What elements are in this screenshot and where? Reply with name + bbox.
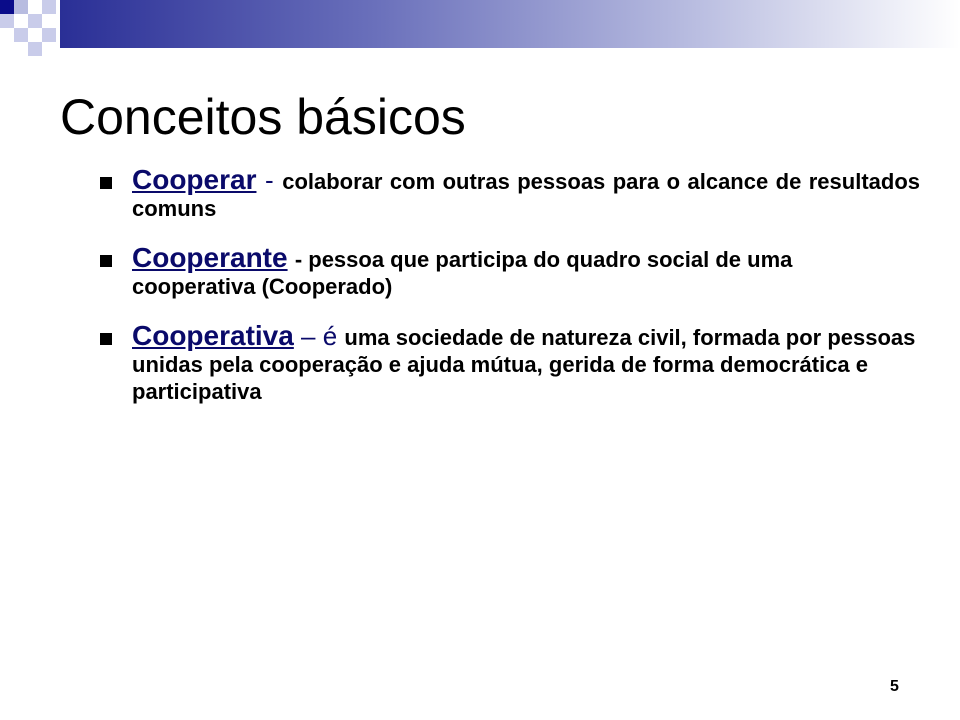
decorative-square xyxy=(0,0,14,14)
bullet-text: uma sociedade de natureza civil, formada por pessoas unidas pela cooperação e ajuda mútua, gerida de forma democrática e participativa xyxy=(132,325,916,404)
decorative-square xyxy=(28,14,42,28)
page-number: 5 xyxy=(890,678,899,695)
decorative-square xyxy=(42,28,56,42)
bullet-term: Cooperante xyxy=(132,242,288,273)
decorative-square xyxy=(14,0,28,14)
square-bullet-icon xyxy=(100,255,112,267)
square-bullet-icon xyxy=(100,177,112,189)
decorative-square xyxy=(28,42,42,56)
decorative-square xyxy=(42,0,56,14)
decorative-square xyxy=(14,28,28,42)
bullet-separator: - xyxy=(256,165,283,195)
bullet-item-cooperar xyxy=(100,166,920,222)
bullet-separator xyxy=(288,243,295,273)
bullet-separator: – é xyxy=(293,321,345,351)
bullet-term: Cooperar xyxy=(132,164,257,195)
bullet-item-cooperante xyxy=(100,244,920,300)
bullet-list xyxy=(100,166,920,427)
bullet-item-cooperativa xyxy=(100,322,920,405)
header-gradient-bar xyxy=(60,0,960,48)
square-bullet-icon xyxy=(100,333,112,345)
slide-title: Conceitos básicos xyxy=(60,89,466,145)
bullet-text: - pessoa que participa do quadro social de uma cooperativa (Cooperado) xyxy=(132,247,793,299)
decorative-square xyxy=(0,14,14,28)
bullet-term: Cooperativa xyxy=(132,320,294,351)
bullet-text: colaborar com outras pessoas para o alcance de resultados comuns xyxy=(132,169,921,221)
